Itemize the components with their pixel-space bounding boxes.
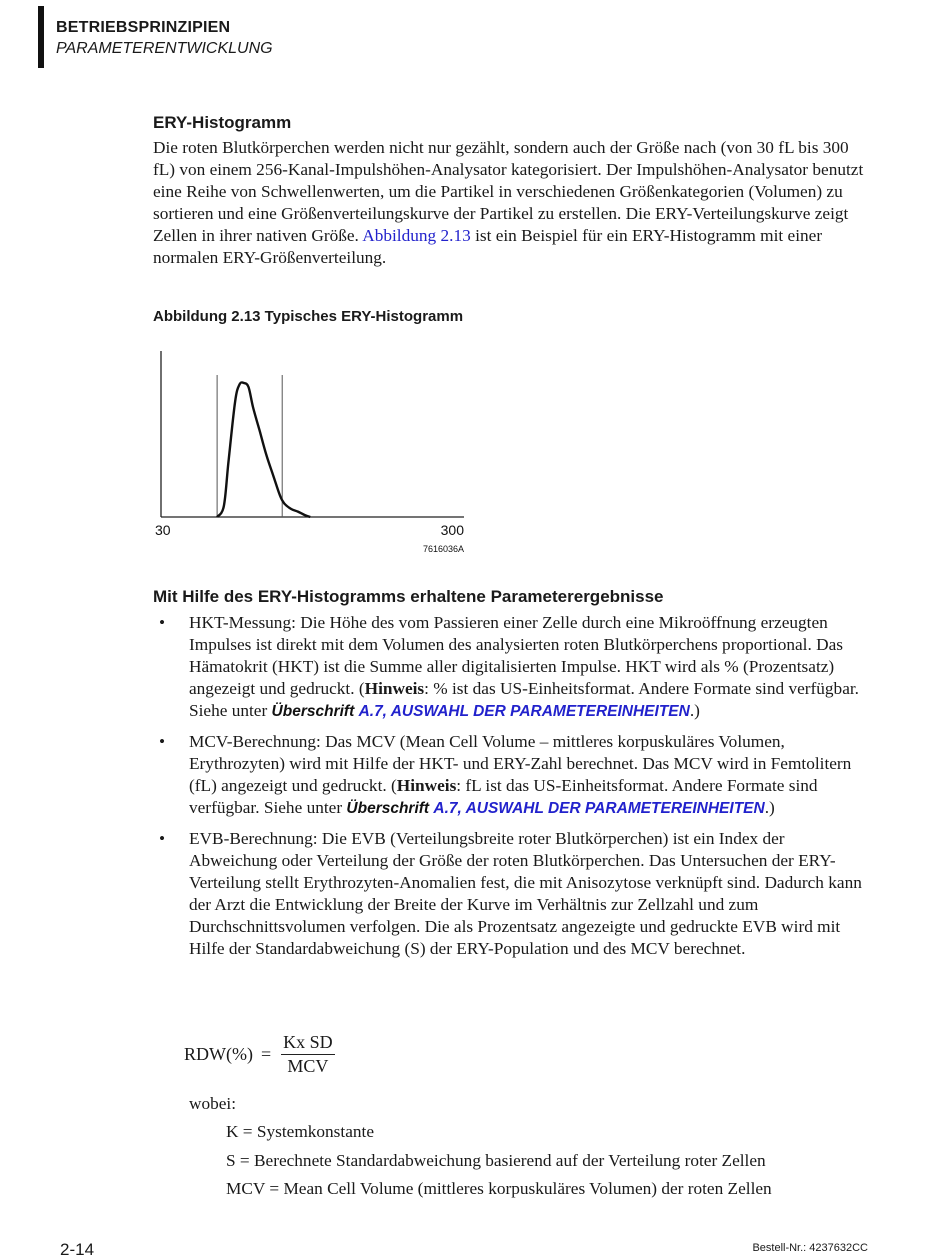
params-bullet-list bbox=[153, 612, 873, 968]
bullet-hkt-end: .) bbox=[689, 701, 700, 720]
bullet-mcv-note-text: : fL ist das US-Einheitsformat. Andere Formate sind verfügbar. Siehe unter bbox=[189, 776, 818, 817]
bullet-mcv-ref-link[interactable]: A.7, AUSWAHL DER PARAMETEREINHEITEN bbox=[433, 800, 765, 817]
formula-fraction bbox=[281, 1032, 335, 1077]
formula-lhs: RDW(%) bbox=[184, 1044, 253, 1064]
bullet-mcv-ref-label: Überschrift bbox=[346, 800, 430, 817]
x-tick-label-max: 300 bbox=[440, 522, 464, 538]
bullet-hkt bbox=[153, 612, 873, 723]
ery-histogram-heading: ERY-Histogramm bbox=[153, 113, 292, 132]
bullet-hkt-ref-label: Überschrift bbox=[271, 703, 355, 720]
x-tick-label-min: 30 bbox=[155, 522, 171, 538]
definitions-intro: wobei: bbox=[189, 1094, 237, 1113]
header-section-title: BETRIEBSPRINZIPIEN bbox=[56, 19, 231, 36]
order-number: Bestell-Nr.: 4237632CC bbox=[752, 1242, 868, 1254]
definition-k: K = Systemkonstante bbox=[226, 1122, 374, 1141]
bullet-hkt-ref-link[interactable]: A.7, AUSWAHL DER PARAMETEREINHEITEN bbox=[358, 703, 690, 720]
ery-distribution-curve bbox=[217, 382, 310, 517]
bullet-mcv bbox=[153, 731, 873, 820]
bullet-dot: • bbox=[159, 613, 166, 632]
figure-code: 7616036A bbox=[422, 544, 464, 554]
ery-paragraph-part1: Die roten Blutkörperchen werden nicht nur gezählt, sondern auch der Größe nach (von 30 fL bis 300 fL) von einem 256-Kanal-Impulshöhen-Analysator kategorisiert. Der Impulshöhen-Analysator benutzt eine Reihe von Schwellenwerten, um die Partikel in verschiedenen Größenkategorien (Volumen) zu sortieren und eine Größenverteilungskurve der Partikel zu erstellen. Die ERY-Verteilungskurve zeigt Zellen in ihrer nativen Größe. bbox=[153, 138, 864, 245]
ery-paragraph-part2: ist ein Beispiel für ein ERY-Histogramm mit einer normalen ERY-Größenverteilung. bbox=[153, 226, 823, 267]
definition-s: S = Berechnete Standardabweichung basierend auf der Verteilung roter Zellen bbox=[226, 1151, 766, 1170]
bullet-evb bbox=[153, 828, 873, 960]
header-bar bbox=[38, 6, 44, 68]
bullet-mcv-text: MCV-Berechnung: Das MCV (Mean Cell Volume – mittleres korpuskuläres Volumen, Erythrozyten) wird mit Hilfe der HKT- und ERY-Zahl berechnet. Das MCV wird in Femtolitern (fL) angezeigt und gedruckt. ( bbox=[189, 732, 852, 795]
bullet-hkt-note-label: Hinweis bbox=[364, 679, 425, 698]
bullet-hkt-text: HKT-Messung: Die Höhe des vom Passieren einer Zelle durch eine Mikroöffnung erzeugten Impulses ist direkt mit dem Volumen des analysierten roten Blutkörperchens proportional. Das Hämatokrit (HKT) ist die Summe aller digitalisierten Impulse. HKT wird als % (Prozentsatz) angezeigt und gedruckt. ( bbox=[189, 613, 844, 698]
header-subsection-title: PARAMETERENTWICKLUNG bbox=[56, 40, 273, 57]
figure-link[interactable]: Abbildung 2.13 bbox=[362, 226, 471, 245]
formula-denominator: MCV bbox=[287, 1056, 329, 1076]
formula-equals: = bbox=[260, 1044, 272, 1064]
rdw-formula bbox=[184, 1032, 335, 1077]
ery-histogram-paragraph bbox=[153, 137, 868, 269]
page-number: 2-14 bbox=[60, 1240, 95, 1259]
bullet-evb-text: EVB-Berechnung: Die EVB (Verteilungsbreite roter Blutkörperchen) ist ein Index der Abweichung oder Verteilung der Größe der roten Blutkörperchen. Das Untersuchen der ERY-Verteilung stellt Erythrozyten-Anomalien fest, die mit Anisozytose verknüpft sind. Dadurch kann der Arzt die Entwicklung der Breite der Kurve im Verhältnis zur Zellzahl und zum Durchschnittsvolumen verfolgen. Die als Prozentsatz angezeigte und gedruckte EVB wird mit Hilfe der Standardabweichung (S) der ERY-Population und des MCV berechnet. bbox=[189, 829, 862, 958]
bullet-dot: • bbox=[159, 829, 166, 848]
params-heading: Mit Hilfe des ERY-Histogramms erhaltene Parameterergebnisse bbox=[153, 587, 664, 606]
bullet-dot: • bbox=[159, 732, 166, 751]
bullet-mcv-note-label: Hinweis bbox=[396, 776, 457, 795]
definition-mcv: MCV = Mean Cell Volume (mittleres korpuskuläres Volumen) der roten Zellen bbox=[226, 1179, 772, 1198]
formula-numerator: Kx SD bbox=[281, 1032, 335, 1055]
bullet-hkt-note-text: : % ist das US-Einheitsformat. Andere Formate sind verfügbar. Siehe unter bbox=[189, 679, 859, 720]
bullet-mcv-end: .) bbox=[764, 798, 775, 817]
figure-caption: Abbildung 2.13 Typisches ERY-Histogramm bbox=[153, 308, 464, 325]
ery-histogram-chart bbox=[150, 345, 470, 560]
